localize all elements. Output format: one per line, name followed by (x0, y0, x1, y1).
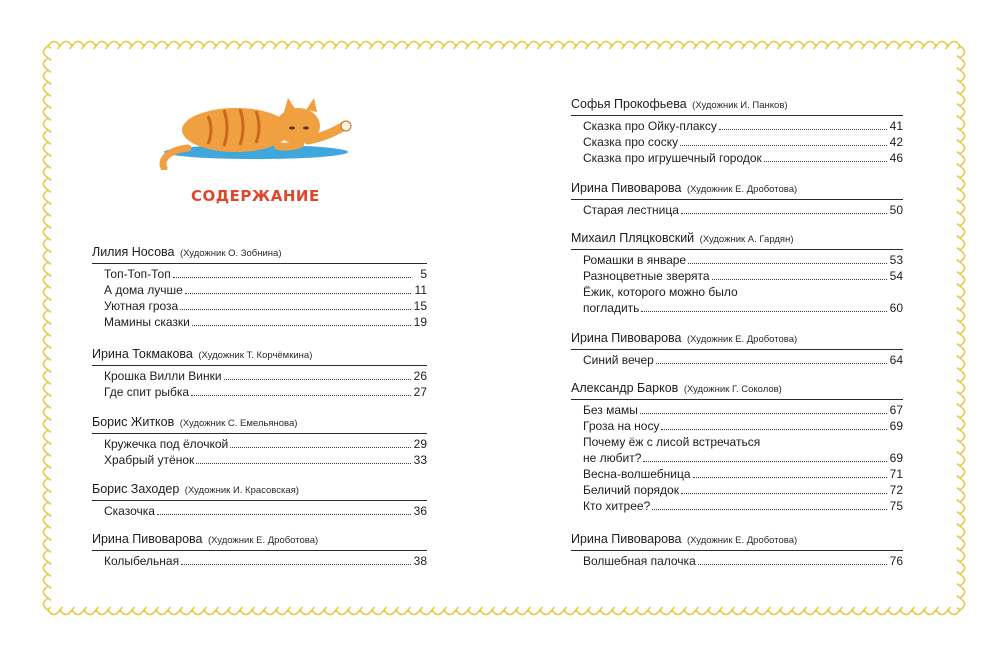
entry-title: Волшебная палочка (583, 554, 696, 568)
toc-entry (583, 482, 903, 498)
entry-title: Старая лестница (583, 203, 679, 217)
page-number: 69 (889, 419, 903, 433)
dot-leader (688, 263, 887, 264)
author-label: Борис Житков (92, 415, 175, 429)
entry-title: Сказка про Ойку-плаксу (583, 119, 717, 133)
toc-entry (104, 452, 427, 468)
toc-entry (583, 450, 903, 466)
cat-illustration (158, 88, 358, 170)
artist-credit: (Художник Е. Дроботова) (207, 535, 319, 546)
author-name (571, 96, 903, 112)
page-number: 38 (413, 554, 427, 568)
entry-title: Сказка про соску (583, 135, 679, 149)
toc-entry (583, 202, 903, 218)
author-name (92, 244, 427, 260)
artist-credit: (Художник О. Зобнина) (179, 248, 282, 259)
entry-list (583, 553, 903, 569)
entry-title-line: Ёжик, которого можно было (583, 285, 738, 299)
author-label: Ирина Токмакова (92, 347, 193, 361)
page-number: 15 (413, 299, 427, 313)
entry-list (583, 252, 903, 316)
dot-leader (181, 564, 411, 565)
page-number: 72 (889, 483, 903, 497)
author-name (571, 380, 903, 396)
section-divider (571, 550, 903, 551)
author-label: Александр Барков (571, 381, 679, 395)
dot-leader (640, 413, 887, 414)
entry-title: Сказочка (104, 504, 155, 518)
entry-title: Без мамы (583, 403, 638, 417)
author-name (92, 531, 427, 547)
page-number: 50 (889, 203, 903, 217)
author-label: Ирина Пивоварова (571, 331, 682, 345)
entry-title: А дома лучше (104, 283, 183, 297)
page-number: 11 (414, 283, 427, 297)
dot-leader (192, 325, 411, 326)
toc-section (92, 244, 427, 330)
toc-section (571, 531, 903, 569)
toc-entry (104, 298, 427, 314)
dot-leader (643, 461, 887, 462)
dot-leader (681, 213, 887, 214)
page-number: 36 (413, 504, 427, 518)
author-label: Лилия Носова (92, 245, 175, 259)
dot-leader (157, 514, 411, 515)
artist-credit: (Художник С. Емельянова) (179, 418, 298, 429)
entry-list (583, 202, 903, 218)
author-name (571, 531, 903, 547)
toc-entry (104, 368, 427, 384)
page-number: 71 (889, 467, 903, 481)
entry-title: Кружечка под ёлочкой (104, 437, 229, 451)
toc-section (571, 230, 903, 316)
page-title: СОДЕРЖАНИЕ (191, 187, 320, 205)
toc-entry (583, 134, 903, 150)
author-label: Ирина Пивоварова (92, 532, 203, 546)
dot-leader (173, 277, 411, 278)
dot-leader (656, 363, 887, 364)
artist-credit: (Художник А. Гардян) (699, 234, 794, 245)
author-name (92, 346, 427, 362)
entry-title: Разноцветные зверята (583, 269, 710, 283)
entry-title: Топ-Топ-Топ (104, 267, 171, 281)
toc-entry (104, 553, 427, 569)
dot-leader (698, 564, 887, 565)
entry-title-line: Почему ёж с лисой встречаться (583, 435, 761, 449)
artist-credit: (Художник И. Красовская) (184, 485, 299, 496)
toc-entry (583, 118, 903, 134)
entry-title: Храбрый утёнок (104, 453, 195, 467)
page-number: 67 (889, 403, 903, 417)
entry-title: Синий вечер (583, 353, 654, 367)
toc-entry (583, 352, 903, 368)
toc-entry (583, 402, 903, 418)
artist-credit: (Художник Е. Дроботова) (686, 334, 798, 345)
page-number: 69 (889, 451, 903, 465)
page-number: 75 (889, 499, 903, 513)
artist-credit: (Художник И. Панков) (692, 100, 788, 111)
page-number: 19 (413, 315, 427, 329)
toc-section (571, 380, 903, 514)
entry-title: Беличий порядок (583, 483, 679, 497)
toc-entry (104, 384, 427, 400)
section-divider (571, 199, 903, 200)
page-number: 27 (413, 385, 427, 399)
toc-entry (104, 282, 427, 298)
page-number: 42 (889, 135, 903, 149)
page-number: 29 (413, 437, 427, 451)
artist-credit: (Художник Т. Корчёмкина) (198, 350, 313, 361)
entry-title: Кто хитрее? (583, 499, 651, 513)
toc-section (571, 330, 903, 368)
page-number: 5 (420, 267, 427, 281)
entry-list (583, 402, 903, 514)
page-number: 26 (413, 369, 427, 383)
entry-title: Мамины сказки (104, 315, 190, 329)
dot-leader (230, 447, 411, 448)
author-name (571, 330, 903, 346)
entry-title: Сказка про игрушечный городок (583, 151, 762, 165)
toc-entry (583, 553, 903, 569)
author-label: Ирина Пивоварова (571, 532, 682, 546)
page-number: 60 (889, 301, 903, 315)
dot-leader (641, 311, 887, 312)
toc-section (92, 414, 427, 468)
section-divider (92, 500, 427, 501)
entry-title: Весна-волшебница (583, 467, 691, 481)
dot-leader (693, 477, 887, 478)
entry-list (104, 368, 427, 400)
toc-section (92, 531, 427, 569)
toc-entry (104, 503, 427, 519)
toc-entry (583, 252, 903, 268)
page-number: 41 (889, 119, 903, 133)
section-divider (92, 365, 427, 366)
author-name (92, 414, 427, 430)
dot-leader (764, 161, 887, 162)
toc-section (92, 346, 427, 400)
dot-leader (652, 509, 887, 510)
entry-title: погладить (583, 301, 640, 315)
toc-entry (104, 266, 427, 282)
author-label: Софья Прокофьева (571, 97, 687, 111)
author-name (92, 481, 427, 497)
author-label: Ирина Пивоварова (571, 181, 682, 195)
page-number: 64 (889, 353, 903, 367)
dot-leader (180, 309, 411, 310)
section-divider (571, 399, 903, 400)
section-divider (92, 550, 427, 551)
toc-section (92, 481, 427, 519)
entry-title: не любит? (583, 451, 642, 465)
section-divider (92, 433, 427, 434)
entry-list (104, 436, 427, 468)
entry-list (104, 553, 427, 569)
toc-section (571, 96, 903, 166)
toc-section (571, 180, 903, 218)
toc-entry (583, 150, 903, 166)
artist-credit: (Художник Е. Дроботова) (686, 535, 798, 546)
dot-leader (719, 129, 887, 130)
dot-leader (712, 279, 887, 280)
dot-leader (680, 145, 887, 146)
toc-entry (583, 466, 903, 482)
entry-list (583, 118, 903, 166)
entry-title: Уютная гроза (104, 299, 179, 313)
section-divider (571, 115, 903, 116)
artist-credit: (Художник Е. Дроботова) (686, 184, 798, 195)
author-label: Михаил Пляцковский (571, 231, 695, 245)
page-number: 53 (889, 253, 903, 267)
section-divider (92, 263, 427, 264)
entry-title: Крошка Вилли Винки (104, 369, 222, 383)
toc-entry (583, 268, 903, 284)
toc-entry (104, 314, 427, 330)
section-divider (571, 249, 903, 250)
toc-entry (583, 418, 903, 434)
author-name (571, 230, 903, 246)
entry-list (583, 352, 903, 368)
dot-leader (191, 395, 411, 396)
entry-list (104, 503, 427, 519)
dot-leader (185, 293, 411, 294)
section-divider (571, 349, 903, 350)
dot-leader (661, 429, 887, 430)
author-name (571, 180, 903, 196)
page-number: 76 (889, 554, 903, 568)
toc-entry (583, 498, 903, 514)
toc-entry (583, 300, 903, 316)
entry-list (104, 266, 427, 330)
entry-title: Гроза на носу (583, 419, 660, 433)
entry-title: Где спит рыбка (104, 385, 190, 399)
page-number: 33 (413, 453, 427, 467)
author-label: Борис Заходер (92, 482, 180, 496)
entry-title: Ромашки в январе (583, 253, 687, 267)
dot-leader (196, 463, 411, 464)
dot-leader (681, 493, 887, 494)
page-number: 54 (889, 269, 903, 283)
page-number: 46 (889, 151, 903, 165)
dot-leader (224, 379, 411, 380)
entry-title: Колыбельная (104, 554, 180, 568)
artist-credit: (Художник Г. Соколов) (683, 384, 782, 395)
toc-entry (104, 436, 427, 452)
